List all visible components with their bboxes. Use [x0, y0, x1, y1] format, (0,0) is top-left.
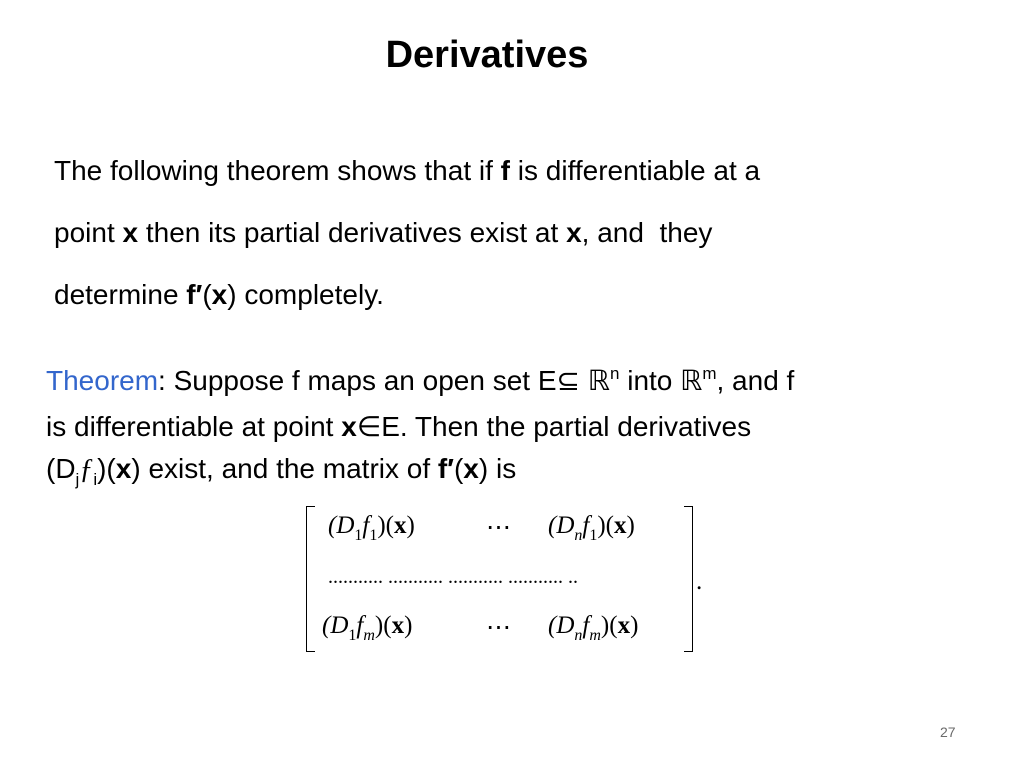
intro-line-1 [54, 140, 954, 202]
text: ) completely. [227, 279, 384, 310]
text: (D [322, 612, 349, 639]
text: (D [328, 512, 355, 539]
theorem-paragraph [46, 360, 986, 494]
text: )( [600, 612, 618, 639]
bold-f-prime: f′ [186, 279, 203, 310]
bold-x: x [617, 612, 631, 639]
matrix-cell-r1c2: ⋯ [486, 514, 511, 541]
bold-x: x [463, 453, 479, 484]
bold-x: x [115, 453, 132, 484]
text: ) exist, and the matrix of [131, 453, 438, 484]
script-f: ƒ [79, 454, 94, 485]
text: f [362, 512, 370, 539]
bold-x: x [394, 512, 407, 539]
text: point [54, 217, 123, 248]
text: (D [548, 612, 575, 639]
intro-line-2 [54, 202, 954, 264]
bold-x: x [122, 217, 139, 248]
subscript: m [363, 627, 375, 644]
subscript-j: j [75, 470, 80, 489]
text: : Suppose f maps an open set E [158, 365, 557, 396]
bold-f: f [500, 155, 510, 186]
subset-symbol: ⊆ [556, 365, 580, 396]
subscript: 1 [369, 527, 378, 544]
text: ) [630, 612, 639, 639]
matrix-period: . [696, 568, 703, 595]
bold-x: x [566, 217, 582, 248]
matrix-cell-r1c3 [548, 512, 635, 544]
right-bracket [684, 506, 693, 652]
subscript: n [574, 627, 583, 644]
subscript: 1 [589, 527, 598, 544]
theorem-line-1 [46, 360, 986, 406]
text: )( [374, 612, 392, 639]
text: , and f [716, 365, 795, 396]
subscript-i: i [93, 470, 98, 489]
theorem-line-3 [46, 448, 986, 494]
superscript-n: n [609, 364, 620, 383]
matrix-cell-r3c3 [548, 612, 639, 644]
text: )( [377, 512, 394, 539]
superscript-m: m [702, 364, 717, 383]
text: ) [406, 512, 415, 539]
matrix-cell-r3c2: ⋯ [486, 614, 511, 641]
text: ℝ [580, 365, 610, 396]
text: f [356, 612, 364, 639]
intro-line-3 [54, 264, 954, 326]
theorem-keyword: Theorem [46, 365, 159, 396]
text: (D [548, 512, 575, 539]
slide-title: Derivatives [385, 34, 589, 76]
text: f [582, 612, 590, 639]
text: (D [46, 453, 76, 484]
matrix-row-dots: ........... ........... ........... ........... .. [328, 566, 578, 588]
text: E. Then the partial derivatives [381, 411, 752, 442]
bold-x: x [391, 612, 405, 639]
text: into ℝ [619, 365, 703, 396]
text: )( [597, 512, 614, 539]
text: ( [202, 279, 212, 310]
bold-f-prime: f′ [437, 453, 454, 484]
text: ) [404, 612, 413, 639]
text: determine [54, 279, 187, 310]
subscript: 1 [348, 627, 357, 644]
subscript: m [589, 627, 601, 644]
element-of-symbol: ∈ [356, 411, 382, 442]
subscript: 1 [354, 527, 363, 544]
text: )( [97, 453, 116, 484]
matrix-cell-r3c1 [322, 612, 413, 644]
text: ) [626, 512, 635, 539]
subscript: n [574, 527, 583, 544]
text: is differentiable at point [46, 411, 342, 442]
matrix-cell-r1c1 [328, 512, 415, 544]
intro-paragraph [54, 140, 954, 326]
jacobian-matrix [306, 506, 706, 652]
text: f [582, 512, 590, 539]
text: ( [453, 453, 464, 484]
text: The following theorem shows that if [54, 155, 501, 186]
left-bracket [306, 506, 315, 652]
bold-x: x [211, 279, 228, 310]
text: then its partial derivatives exist at [138, 217, 567, 248]
text: is differentiable at a [510, 155, 761, 186]
text: ) is [478, 453, 517, 484]
bold-x: x [614, 512, 627, 539]
theorem-line-2 [46, 406, 986, 448]
page-number: 27 [940, 724, 956, 740]
text: , and they [581, 217, 713, 248]
bold-x: x [341, 411, 357, 442]
